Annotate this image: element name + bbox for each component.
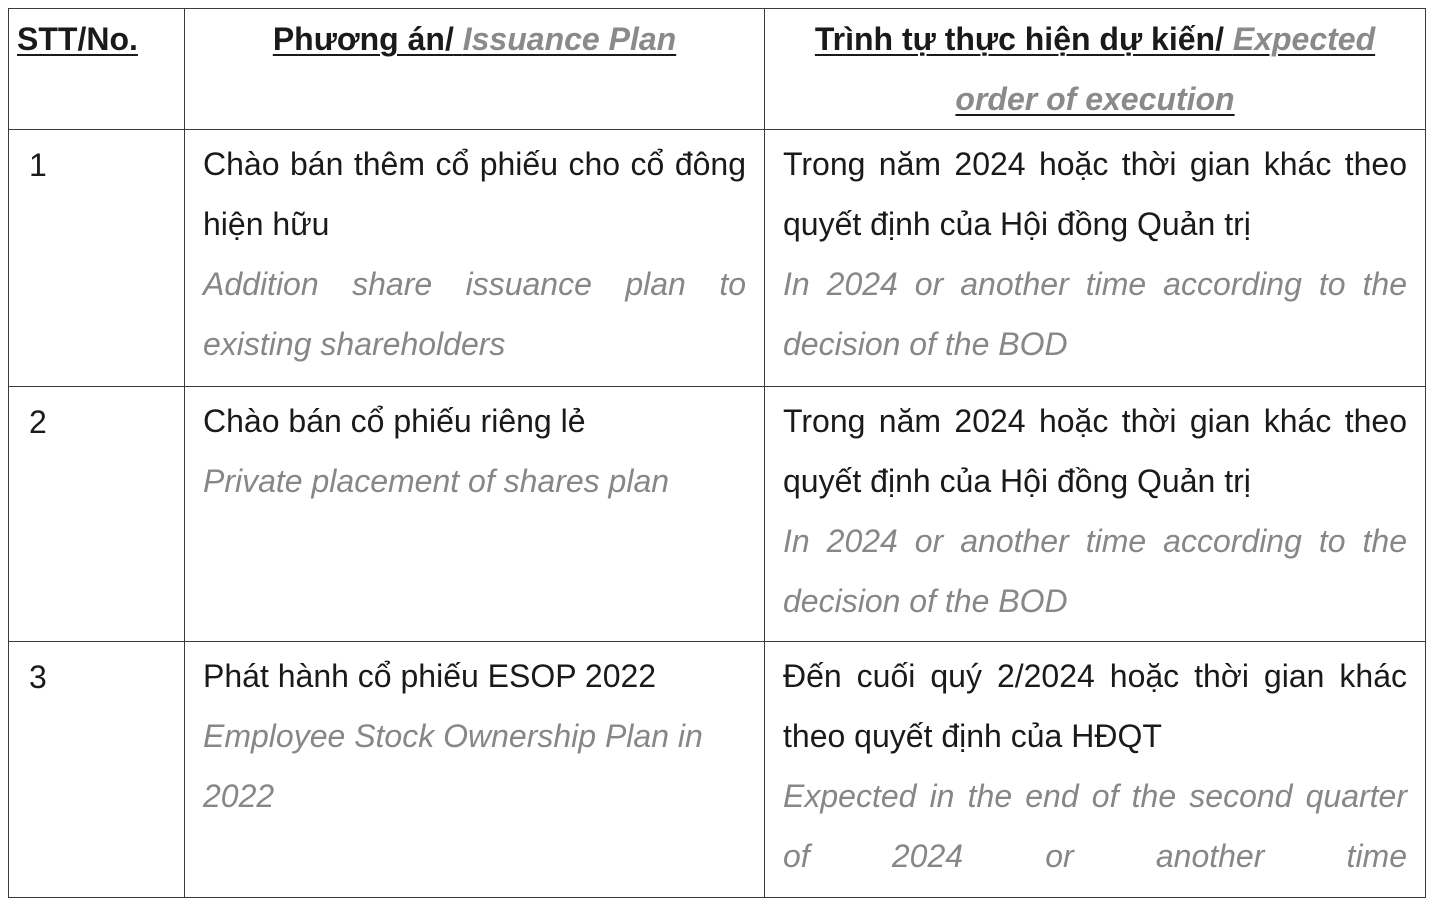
row-number: 2 bbox=[9, 387, 185, 642]
row-number: 3 bbox=[9, 642, 185, 898]
header-order bbox=[765, 9, 1425, 129]
plan-en: Employee Stock Ownership Plan in 2022 bbox=[203, 718, 703, 814]
header-order-vn: Trình tự thực hiện dự kiến/ bbox=[814, 21, 1224, 57]
plan-en: Addition share issuance plan to existing shareholders bbox=[203, 266, 746, 362]
header-no: STT/No. bbox=[17, 21, 138, 57]
header-order-cell bbox=[765, 9, 1426, 130]
order-vn: Trong năm 2024 hoặc thời gian khác theo quyết định của Hội đồng Quản trị bbox=[783, 146, 1407, 242]
plan-vn: Chào bán thêm cổ phiếu cho cổ đông hiện hữu bbox=[203, 146, 746, 242]
header-plan-cell bbox=[185, 9, 765, 130]
plan-cell bbox=[185, 387, 765, 642]
order-cell bbox=[765, 387, 1426, 642]
order-en: In 2024 or another time according to the decision of the BOD bbox=[783, 266, 1407, 362]
table-row bbox=[9, 642, 1426, 898]
plan-vn: Phát hành cổ phiếu ESOP 2022 bbox=[203, 658, 657, 694]
header-plan-vn: Phương án/ bbox=[272, 21, 454, 57]
header-no-cell bbox=[9, 9, 185, 130]
order-vn: Trong năm 2024 hoặc thời gian khác theo quyết định của Hội đồng Quản trị bbox=[783, 403, 1407, 499]
plan-vn: Chào bán cổ phiếu riêng lẻ bbox=[203, 403, 586, 439]
order-en: Expected in the end of the second quarter of 2024 or another time bbox=[783, 778, 1407, 874]
header-plan bbox=[185, 9, 764, 69]
header-order-en: Expected order of execution bbox=[955, 21, 1376, 117]
order-vn: Đến cuối quý 2/2024 hoặc thời gian khác theo quyết định của HĐQT bbox=[783, 658, 1407, 754]
order-cell bbox=[765, 642, 1426, 898]
table-header-row bbox=[9, 9, 1426, 130]
order-cell bbox=[765, 130, 1426, 387]
header-plan-en: Issuance Plan bbox=[462, 21, 677, 57]
table-row bbox=[9, 387, 1426, 642]
order-en: In 2024 or another time according to the decision of the BOD bbox=[783, 523, 1407, 619]
plan-cell bbox=[185, 130, 765, 387]
plan-en: Private placement of shares plan bbox=[203, 463, 670, 499]
plan-cell bbox=[185, 642, 765, 898]
issuance-plan-table bbox=[8, 8, 1426, 898]
row-number: 1 bbox=[9, 130, 185, 387]
table-row bbox=[9, 130, 1426, 387]
